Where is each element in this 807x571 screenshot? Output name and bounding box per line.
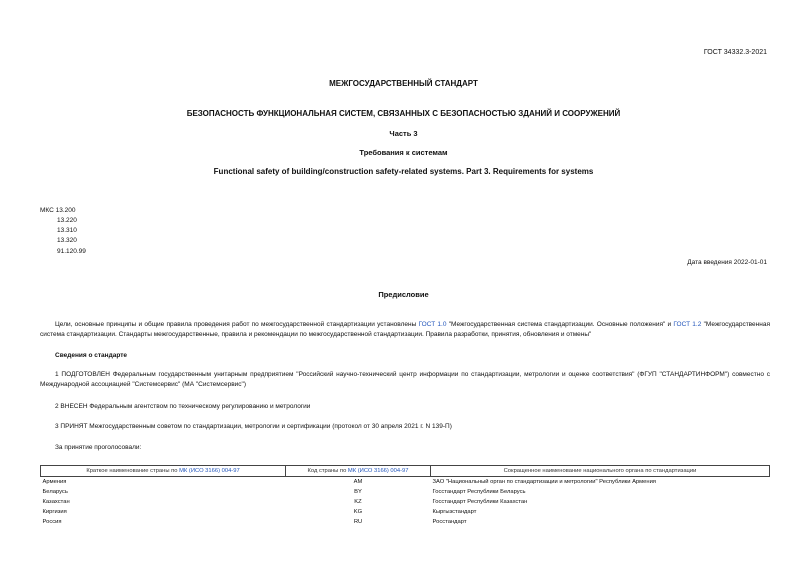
column-header-body: Сокращенное наименование национального органа по стандартизации bbox=[431, 466, 770, 477]
mks-code: 91.120.99 bbox=[57, 248, 86, 255]
table-row bbox=[41, 487, 770, 497]
column-header-code: Код страны по МК (ИСО 3166) 004-97 bbox=[286, 466, 431, 477]
item-prepared: 1 ПОДГОТОВЛЕН Федеральным государственным унитарным предприятием "Российский научно-технический центр информации по стандартизации, метрологии и оценке соответствия" (ФГУП "СТАНДАРТИНФОРМ") совместно с Международной ассоциацией "Системсервис" (МА "Системсервис") bbox=[40, 371, 770, 388]
country-cell: Киргизия bbox=[42, 509, 67, 515]
mk-iso-link[interactable]: МК (ИСО 3166) 004-97 bbox=[179, 468, 240, 474]
column-header-country: Краткое наименование страны по МК (ИСО 3166) 004-97 bbox=[41, 466, 286, 477]
foreword-paragraph bbox=[40, 320, 770, 339]
body-cell: Росстандарт bbox=[432, 519, 467, 525]
country-cell: Россия bbox=[42, 519, 62, 525]
mks-code: 13.320 bbox=[57, 237, 77, 244]
code-cell: KG bbox=[353, 509, 363, 515]
code-cell: KZ bbox=[354, 499, 362, 505]
item-submitted: 2 ВНЕСЕН Федеральным агентством по техническому регулированию и метрологии bbox=[55, 403, 311, 410]
body-cell: Госстандарт Республики Казахстан bbox=[432, 499, 528, 505]
item-adopted: 3 ПРИНЯТ Межгосударственным советом по стандартизации, метрологии и сертификации (протокол от 30 апреля 2021 г. N 139-П) bbox=[55, 423, 452, 430]
body-cell: Кыргызстандарт bbox=[432, 509, 477, 515]
body-cell: ЗАО "Национальный орган по стандартизации и метрологии" Республики Армения bbox=[432, 479, 656, 485]
voted-label: За принятие проголосовали: bbox=[55, 444, 142, 451]
mks-code: 13.310 bbox=[57, 227, 77, 234]
voting-table bbox=[40, 465, 770, 527]
country-cell: Казахстан bbox=[42, 499, 70, 505]
code-cell: BY bbox=[354, 489, 362, 495]
paragraph-text: "Межгосударственная система стандартизации. Основные положения" и bbox=[446, 321, 674, 328]
document-title: БЕЗОПАСНОСТЬ ФУНКЦИОНАЛЬНАЯ СИСТЕМ, СВЯЗАННЫХ С БЕЗОПАСНОСТЬЮ ЗДАНИЙ И СООРУЖЕНИЙ bbox=[186, 109, 621, 118]
gost-1-0-link[interactable]: ГОСТ 1.0 bbox=[418, 321, 447, 328]
mks-label: МКС 13.200 bbox=[40, 207, 76, 214]
body-cell: Госстандарт Республики Беларусь bbox=[432, 489, 526, 495]
english-title: Functional safety of building/construction safety-related systems. Part 3. Requirements for systems bbox=[213, 167, 594, 176]
info-heading: Сведения о стандарте bbox=[55, 352, 128, 359]
table-row bbox=[41, 497, 770, 507]
mk-iso-link[interactable]: МК (ИСО 3166) 004-97 bbox=[347, 468, 409, 474]
gost-1-2-link[interactable]: ГОСТ 1.2 bbox=[673, 321, 702, 328]
document-category: МЕЖГОСУДАРСТВЕННЫЙ СТАНДАРТ bbox=[329, 79, 478, 88]
document-subtitle: Требования к системам bbox=[359, 148, 448, 157]
table-row bbox=[41, 477, 770, 488]
table-row bbox=[41, 507, 770, 517]
document-part: Часть 3 bbox=[389, 129, 418, 138]
mks-code: 13.220 bbox=[57, 217, 77, 224]
country-cell: Беларусь bbox=[42, 489, 68, 495]
paragraph-text: "Межгосударственная система стандартизации. Стандарты межгосударственные, правила и рекомендации по межгосударственной стандартизации. Правила разработки, принятия, обновления и отмены" bbox=[40, 321, 770, 338]
table-header-row bbox=[41, 466, 770, 477]
table-row bbox=[41, 517, 770, 527]
code-cell: AM bbox=[353, 479, 363, 485]
effective-date: Дата введения 2022-01-01 bbox=[687, 259, 767, 266]
foreword-heading: Предисловие bbox=[378, 290, 429, 299]
country-cell: Армения bbox=[42, 479, 67, 485]
code-cell: RU bbox=[353, 519, 363, 525]
paragraph-text: Цели, основные принципы и общие правила проведения работ по межгосударственной стандартизации установлены bbox=[55, 321, 419, 328]
standard-code: ГОСТ 34332.3-2021 bbox=[703, 49, 767, 56]
